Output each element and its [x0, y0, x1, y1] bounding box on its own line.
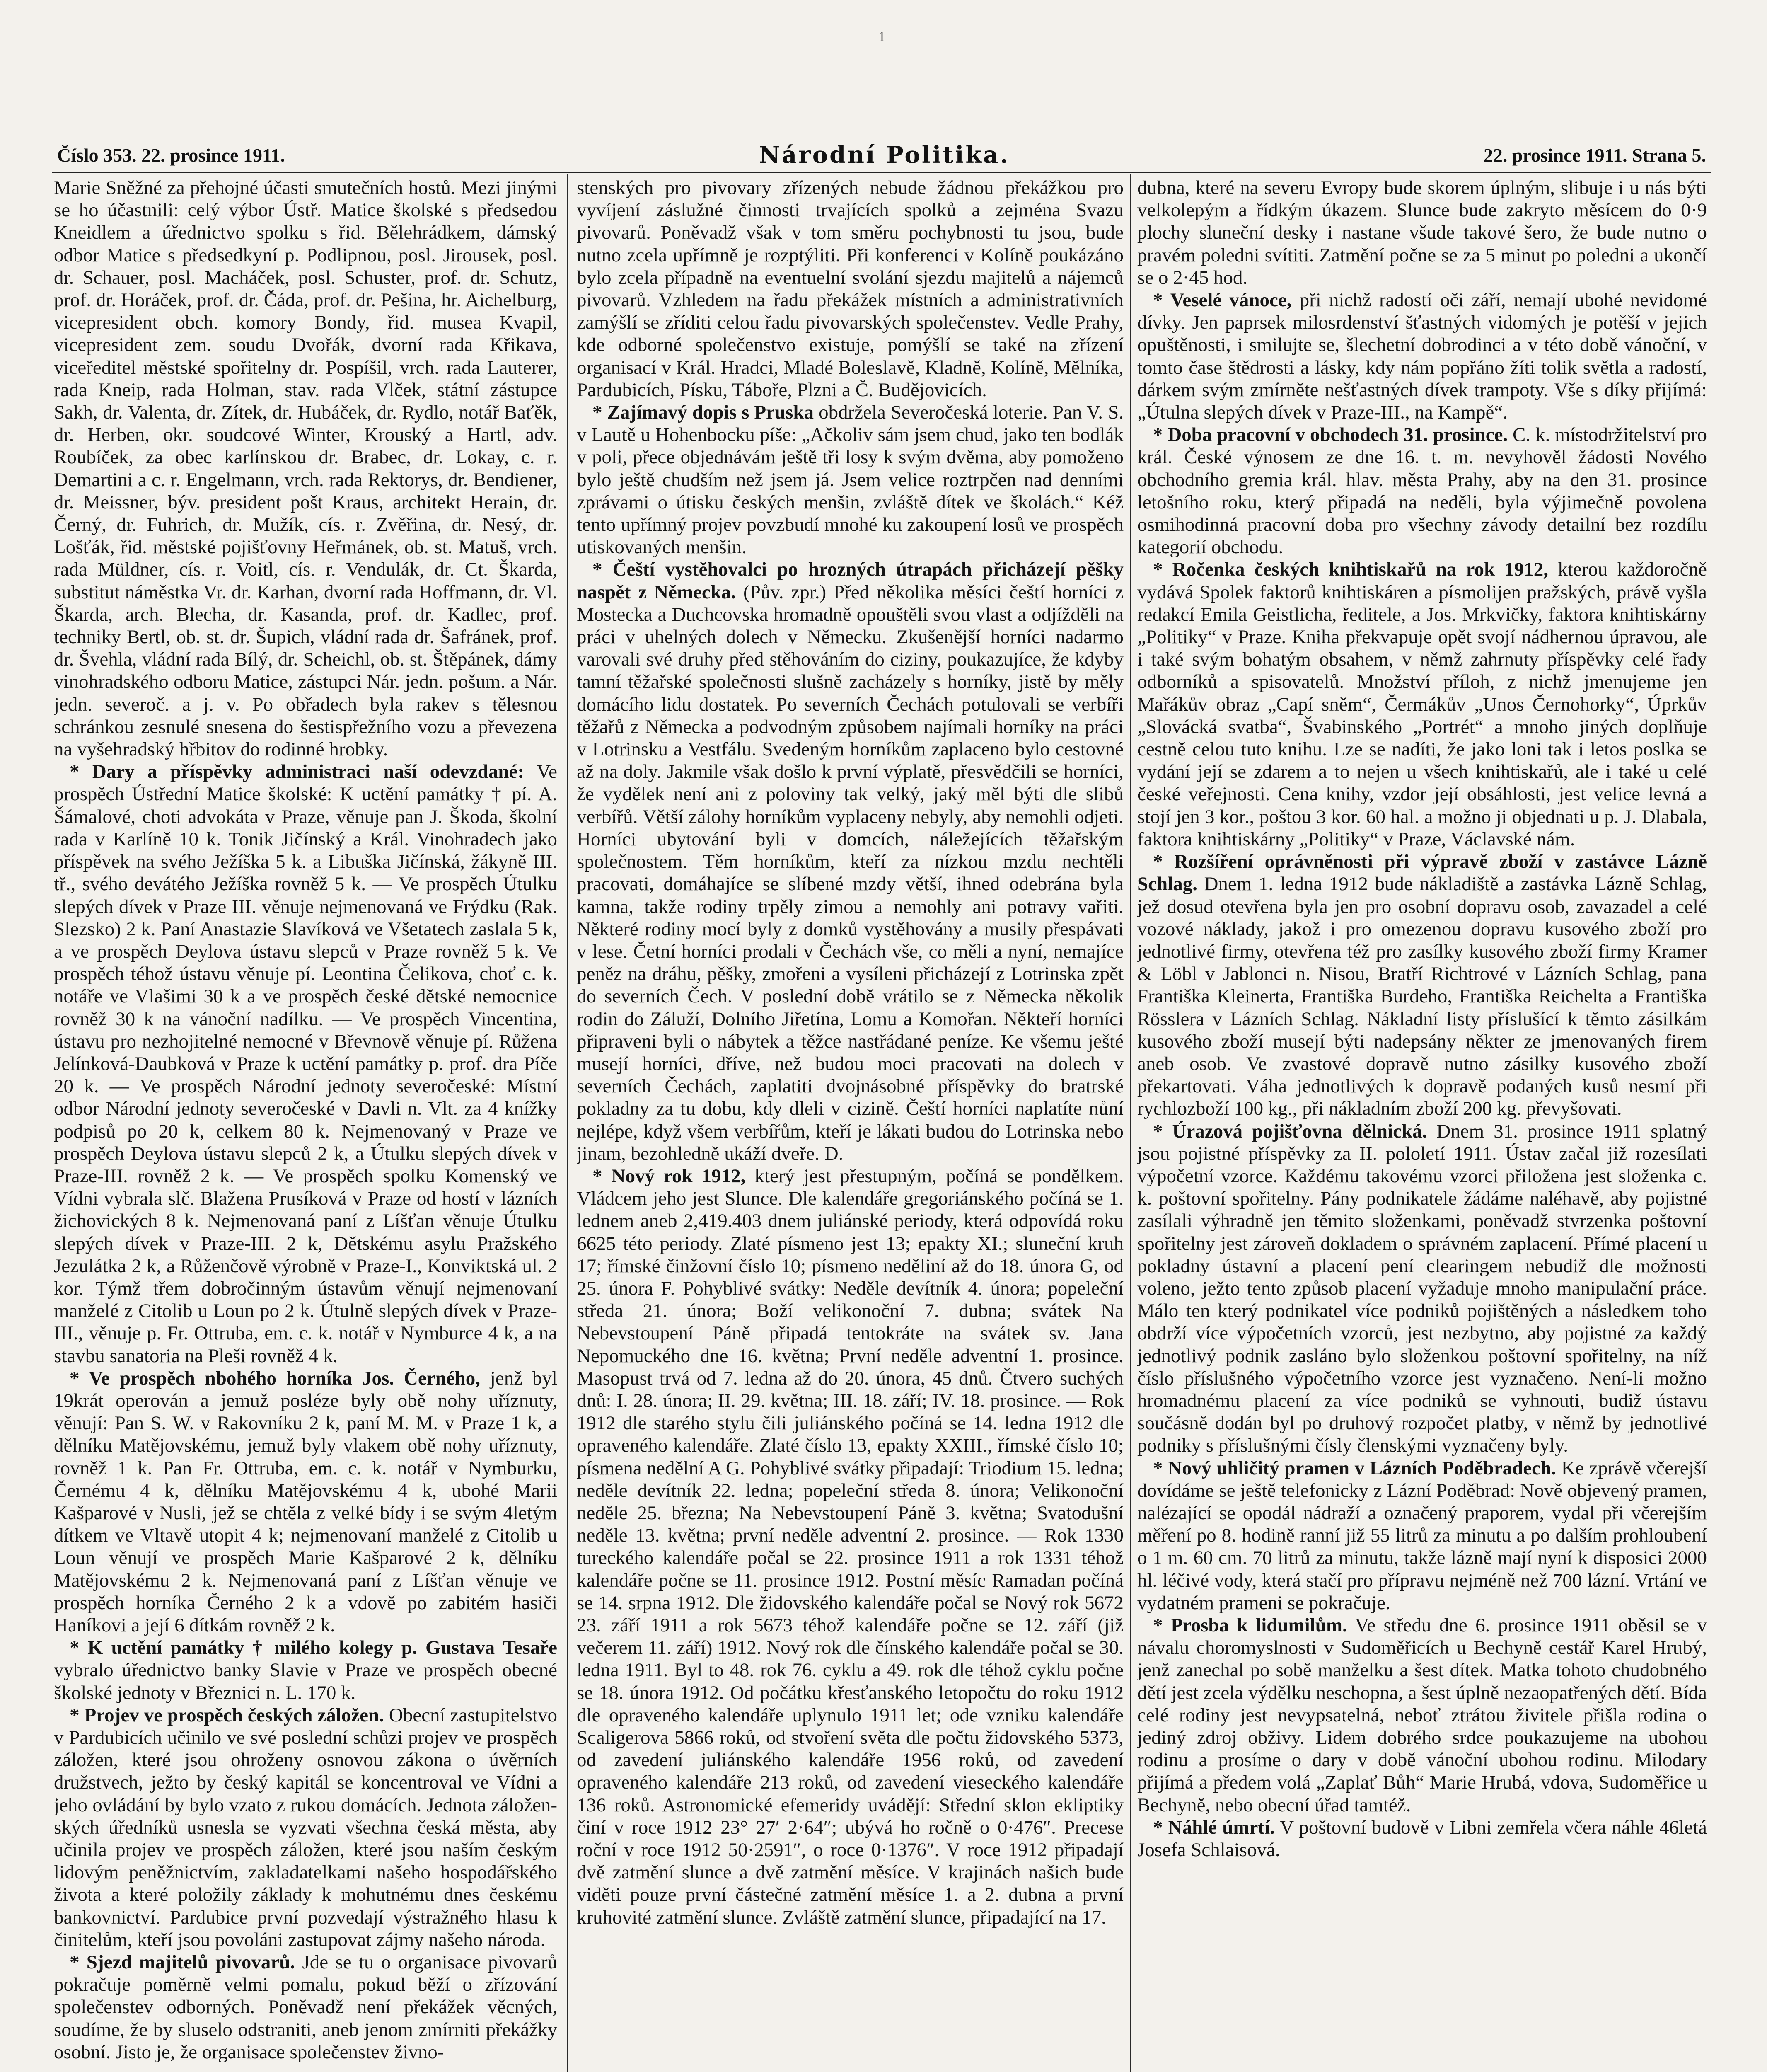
header-page-number: 22. prosince 1911. Strana 5. — [1483, 144, 1706, 166]
page-header — [57, 140, 1706, 170]
article-paragraph: * Nový rok 1912, který jest přestupným, počíná se pondělkem. Vládcem jeho jest Slunce. Dle kalendáře gregoriánského počíná se 1. lednem aneb 2,419.403 dnem juliánské periody, která odpovídá roku 6625 této periody. Zlaté písmeno jest 13; epakty XI.; sluneční kruh 17; římské činžovní číslo 10; písmeno neděliní až do 18. února G, od 25. února F. Pohyblivé svátky: Neděle devítník 4. února; popeleční středa 21. února; Boží velikonoční 7. dubna; svátek Na Nebevstoupení Páně připadá tentokráte na svátek sv. Jana Nepomuckého dne 16. května; První neděle adventní 1. prosince. Masopust trvá od 7. ledna až do 20. února, 45 dnů. Čtvero suchých dnů: I. 28. února; II. 29. května; III. 18. září; IV. 18. prosince. — Rok 1912 dle starého stylu čili juliánského počíná se 14. ledna 1912 dle opraveného kalendáře. Zlaté číslo 13, epakty XXIII., římské číslo 10; písmena nedělní A G. Pohyblivé svátky připadají: Triodium 15. ledna; neděle devítník 22. ledna; popeleční středa 8. února; Velikonoční neděle 25. března; Na Nebevstoupení Páně 3. května; Svatodušní neděle 13. května; první neděle adventní 2. prosince. — Rok 1330 tureckého kalendáře počal se 22. prosince 1911 a rok 1331 téhož kalendáře počne se 11. prosince 1912. Postní měsíc Ramadan počíná se 14. srpna 1912. Dle židovského kalendáře počal se Nový rok 5672 23. září 1911 a rok 5673 téhož kalendáře počne se 12. září (již večerem 11. září) 1912. Nový rok dle čínského kalendáře počal se 30. ledna 1911. Byl to 48. rok 76. cyklu a 49. rok dle téhož cyklu počne se 18. února 1912. Od počátku křesťanského letopočtu do roku 1912 dle opraveného kalendáře uplynulo 1911 let; ode vzniku kalendáře Scaligerova 5866 roků, od stvoření světa dle počtu židovského 5373, od zavedení juliánského kalendáře 1956 roků, od zavedení opraveného kalendáře 213 roků, od zavedení vieseckého kalendáře 136 roků. Astronomické efemeridy uvádějí: Střední sklon ekliptiky činí v roce 1912 23° 27′ 2·64″; ubývá ho ročně o 0·476″. Precese roční v roce 1912 50·2591″, o roce 0·1376″. V roce 1912 připadají dvě zatmění slunce a dvě zatmění měsíce. V krajinách našich bude viděti pouze první částečné zatmění měsíce 1. a 2. dubna a první kruhovité zatmění slunce. Zvláště zatmění slunce, připadající na 17. — [577, 1165, 1124, 1928]
article-paragraph: * Projev ve prospěch českých záložen. Obecní zastupitelstvo v Pardubicích učinilo ve své poslední schůzi projev ve prospěch záložen, které jsou ohroženy osnovou zákona o úvěrních družstvech, ježto by český kapitál se koncentroval ve Vídni a jeho ovládání by bylo vzato z rukou domácích. Jednota záloženských úředníků usnesla se vyzvati všechna česká města, aby učinila projev ve prospěch záložen, které jsou naším českým lidovým peněžnictvím, zakladatelkami našeho hospodářského života a které položily základy k mohutnému dnes českému bankovnictví. Pardubice první pozvedají výstražného hlasu k činitelům, kteří jsou povoláni zastupovat zájmy našeho národa. — [54, 1704, 557, 1951]
article-paragraph: * Zajímavý dopis s Pruska obdržela Severočeská loterie. Pan V. S. v Lautě u Hohenbocku píše: „Ačkoliv sám jsem chud, jako ten bodlák v poli, přece objednávám ještě tři losy k svým dvěma, aby pomoženo bylo ještě chudším než jsem já. Jsem velice roztrpčen nad denními zprávami o útisku českých menšin, zvláště dítek ve školách.“ Kéž tento upřímný projev povzbudí mnohé ku zakoupení losů ve prospěch utiskovaných menšin. — [577, 402, 1124, 558]
article-heading: * Rozšíření oprávněnosti při výpravě zboží v zastávce Lázně Schlag. — [1137, 851, 1707, 895]
column-3 — [1137, 177, 1707, 2072]
article-heading: * Čeští vystěhovalci po hrozných útrapách přicházejí pěšky naspět z Německa. — [577, 559, 1124, 603]
article-paragraph: * Čeští vystěhovalci po hrozných útrapách přicházejí pěšky naspět z Německa. (Pův. zpr.) Před několika měsíci čeští horníci z Mostecka a Duchcovska hromadně opouštěli svou vlast a odjížděli na práci v uhelných dolech v Německu. Zkušenější horníci nadarmo varovali své druhy před stěhováním do ciziny, poukazujíce, že kdyby tamní těžařské společnosti slušně zacházely s horníky, jistě by měly domácího lidu dostatek. Po severních Čechách potulovali se verbíři těžařů z Německa a podvodným způsobem najímali horníky na práci v Lotrinsku a Vestfálu. Svedeným horníkům zaplaceno bylo cestovné až na doly. Jakmile však došlo k první výplatě, přesvědčili se horníci, že vydělek není ani z poloviny tak velký, jaký měl býti dle slibů verbířů. Větší zálohy horníkům vyplaceny nebyly, aby nemohli odjeti. Horníci ubytování byli v domcích, náležejících těžařským společnostem. Těm horníkům, kteří za nízkou mzdu nechtěli pracovati, domáhajíce se slíbené mzdy větší, ihned odebrána byla kamna, takže rodiny trpěly zimou a nemohly ani potravy vařiti. Některé rodiny mocí byly z domků vystěhovány a musily přespávati v lese. Četní horníci prodali v Čechách vše, co měli a nyní, nemajíce peněz na dráhu, pěšky, zmořeni a vysíleni přicházejí z Lotrinska zpět do severních Čech. V poslední době vrátilo se z Německa několik rodin do Záluží, Dolního Jiřetína, Lomu a Komořan. Někteří horníci připraveni byli o nábytek a těžce nastřádané peníze. Ke všemu ješté musejí horníci, dříve, než budou moci pracovati na dolech v severních Čechách, zaplatiti dvojnásobné příspěvky do bratrské pokladny za tu dobu, kdy dleli v cizině. Čeští horníci naplatíte nůní nejlépe, když všem verbířům, kteří je lákati budou do Lotrinska nebo jinam, bezohledně ukáží dveře. D. — [577, 559, 1124, 1164]
column-1 — [54, 177, 557, 2072]
article-paragraph: * Dary a příspěvky administraci naší odevzdané: Ve prospěch Ústřední Matice školské: K uctění památky † pí. A. Šámalové, choti advokáta v Praze, věnuje pan J. Škoda, školní rada v Karlíně 10 k. Tonik Jičínský a Král. Vinohradech jako příspěvek na svého Ježíška 5 k. a Libuška Jičínská, žákyně III. tř., svého devátého Ježíška rovněž 5 k. — Ve prospěch Útulku slepých dívek v Praze III. věnuje nejmenovaná ve Frýdku (Rak. Slezsko) 2 k. Paní Anastazie Slavíková ve Všetatech zaslala 5 k, a ve prospěch Deylova ústavu slepců v Praze rovněž 5 k. Ve prospěch téhož ústavu věnuje pí. Leontina Čelikova, choť c. k. notáře ve Vlašimi 30 k a ve prospěch české dětské nemocnice rovněž 30 k na vánoční nadílku. — Ve prospěch Vincentina, ústavu pro nezhojitelné nemocné v Břevnově věnuje pí. Růžena Jelínková-Daubková v Praze k uctění památky p. prof. dra Píče 20 k. — Ve prospěch Národní jednoty severočeské: Místní odbor Národní jednoty severočeské v Davli n. Vlt. za 4 knížky podpisů po 20 k, celkem 80 k. Nejmenovaný v Praze ve prospěch Deylova ústavu slepců 2 k, a Útulku slepých dívek v Praze-III. rovněž 2 k. — Ve prospěch spolku Komenský ve Vídni vybrala slč. Blažena Prusíková v Praze od hostí v lázních žichovických 8 k. Nejmenovaná paní z Líšťan věnuje Útulku slepých dívek v Praze-III. 2 k, Dětskému asylu Pražského Jezulátka 2 k, a Růženčově výrobně v Praze-I., Konviktská ul. 2 kor. Týmž třem dobročinným ústavům věnují nejmenovaní manželé z Citolib u Loun po 2 k. Útulně slepých dívek v Praze-III., věnuje p. Fr. Ottruba, em. c. k. notář v Nymburce 4 k, a na stavbu sanatoria na Pleši rovněž 4 k. — [54, 761, 557, 1367]
article-heading: * Náhlé úmrtí. — [1153, 1816, 1275, 1838]
article-paragraph: * Nový uhličitý pramen v Lázních Poděbradech. Ke zprávě včerejší dovídáme se ještě telefonicky z Lázní Poděbrad: Nově objevený pramen, nalézající se opodál nádraží a označený praporem, vydal při včerejším měření po 8. hodině ranní již 55 litrů za minutu a po dalším prohloubení o 1 m. 60 cm. 70 litrů za minutu, takže lázně mají nyní k disposici 2000 hl. léčivé vody, která stačí pro přípravu nejméně než 700 lázní. Vrtání ve vydatném prameni se pokračuje. — [1137, 1457, 1707, 1614]
article-heading: * Ročenka českých knihtiskařů na rok 1912, — [1153, 559, 1549, 581]
column-divider — [567, 174, 568, 2072]
article-heading: * Doba pracovní v obchodech 31. prosince. — [1153, 424, 1508, 446]
page-mark: 1 — [878, 29, 885, 44]
article-paragraph: Marie Sněžné za přehojné účasti smutečních hostů. Mezi jinými se ho účastnili: celý výbor Ústř. Matice školské s předsedou Kneidlem a úřednictvo spolku s řid. Bělehrádkem, dámský odbor Matice s předsedkyní p. Podlipnou, posl. Jirousek, posl. dr. Schauer, posl. Macháček, posl. Schuster, prof. dr. Schutz, prof. dr. Horáček, prof. dr. Čáda, prof. dr. Pešina, hr. Aichelburg, vicepresident obch. komory Bondy, řid. musea Kvapil, vicepresident zem. soudu Dvořák, dvorní rada Křikava, viceředitel městské spořitelny dr. Pospíšil, vrch. rada Lauterer, rada Kneip, rada Holman, stav. rada Vlček, státní zástupce Sakh, dr. Valenta, dr. Zítek, dr. Hubáček, dr. Rydlo, notář Baťěk, dr. Herben, okr. soudcové Winter, Krouský a Hartl, adv. Roubíček, za obec karlínskou dr. Brabec, dr. Lokay, c. r. Demartini a c. r. Engelmann, vrch. rada Rektorys, dr. Bendiener, dr. Meissner, býv. president pošt Kraus, architekt Herain, dr. Černý, dr. Fuhrich, dr. Mužík, cís. r. Zvěřina, dr. Nesý, dr. Lošťák, řid. městské pojišťovny Heřmánek, ob. st. Matuš, vrch. rada Müldner, cís. r. Voitl, cís. r. Vendulák, dr. Ct. Škarda, substitut náměstka Vr. dr. Karhan, dvorní rada Hoffmann, dr. Vl. Škarda, arch. Blecha, dr. Kasanda, prof. dr. Kadlec, prof. techniky Bertl, ob. st. dr. Šupich, vládní rada dr. Šafránek, prof. dr. Švehla, vládní rada Bílý, dr. Scheichl, ob. st. Štěpánek, dámy vinohradského odboru Matice, zástupci Nár. jedn. pošum. a Nár. jedn. severoč. a j. v. Po obřadech byla rakev s tělesnou schránkou zesnulé snesena do šestispřežního vozu a převezena na vyšehradský hřbitov do rodinné hrobky. — [54, 177, 557, 760]
article-paragraph: * Ve prospěch nbohého horníka Jos. Černého, jenž byl 19krát operován a jemuž posléze byly obě nohy uříznuty, věnují: Pan S. W. v Rakovníku 2 k, paní M. M. v Praze 1 k, a dělníku Matějovskému, jemuž byly vlakem obě nohy uříznuty, rovněž 1 k. Pan Fr. Ottruba, em. c. k. notář v Nymburku, Černému 4 k, dělníku Matějovskému 4 k, ubohé Marii Kašparové v Nusli, jež se chtěla z velké bídy i se svým 4letým dítkem ve Vltavě utopit 4 k; nejmenovaní manželé z Citolib u Loun věnují ve prospěch Marie Kašparové 2 k, dělníku Matějovskému 2 k. Nejmenovaná paní z Líšťan věnuje ve prospěch horníka Černého 2 k a vdově po zabitém hasiči Haníkovi a její 6 dítkám rovněž 2 k. — [54, 1367, 557, 1636]
column-divider — [1130, 174, 1131, 2072]
article-paragraph: * Veselé vánoce, při nichž radostí oči září, nemají ubohé nevidomé dívky. Jen paprsek milosrdenství šťastných vidomých je potěší v jejich opuštěnosti, i smilujte se, šlechetní dobrodinci a v této době vánoční, v tomto čase štědrosti a lásky, kdy nám popřáno žíti tolik světla a radostí, dárkem svým zmírněte nešťastných dívek trampoty. Vše s díky přijímá: „Útulna slepých dívek v Praze-III., na Kampě“. — [1137, 289, 1707, 424]
article-paragraph: dubna, které na severu Evropy bude skorem úplným, slibuje i u nás býti velkolepým a řídkým úkazem. Slunce bude zakryto měsícem do 0·9 plochy sluneční desky i nastane všude takové šero, že bude nutno o pravém poledni svítiti. Zatmění počne se za 5 minut po poledni a ukončí se o 2·45 hod. — [1137, 177, 1707, 288]
article-heading: * Veselé vánoce, — [1153, 289, 1292, 311]
article-heading: * Nový uhličitý pramen v Lázních Poděbradech. — [1153, 1457, 1556, 1479]
article-paragraph: stenských pro pivovary zřízených nebude žádnou překážkou pro vyvíjení záslužné činnosti trvajících spolků a zejména Svazu pivovarů. Poněvadž však v tom směru pochybnosti tu jsou, bude nutno zcela upřímně je rozptýliti. Při konferenci v Kolíně poukázáno bylo zcela případně na eventuelní svolání sjezdu majitelů a nájemců pivovarů. Vzhledem na řadu překážek místních a administrativních zamýšlí se zříditi celou řadu pivovarských společenstev. Vedle Prahy, kde odborné společenstvo existuje, pomýšlí se také na zřízení organisací v Král. Hradci, Mladé Boleslavě, Kladně, Kolíně, Mělníka, Pardubicích, Písku, Táboře, Plzni a Č. Budějovicích. — [577, 177, 1124, 401]
article-heading: * Projev ve prospěch českých záložen. — [70, 1704, 384, 1726]
article-paragraph: * K uctění památky † milého kolegy p. Gustava Tesaře vybralo úřednictvo banky Slavie v Praze ve prospěch obecné školské jednoty v Březnici n. L. 170 k. — [54, 1637, 557, 1704]
article-paragraph: * Sjezd majitelů pivovarů. Jde se tu o organisace pivovarů pokračuje poměrně velmi pomalu, pokud běží o zřízování společenstev odborných. Poněvadž není překážek věcných, soudíme, že by sluselo odstraniti, aneb jenom zmírniti překážky osobní. Jisto je, že organisace společenstev živno- — [54, 1951, 557, 2063]
article-heading: * K uctění památky † milého kolegy p. Gustava Tesaře — [70, 1637, 557, 1659]
article-heading: * Sjezd majitelů pivovarů. — [70, 1951, 295, 1973]
article-paragraph: * Náhlé úmrtí. V poštovní budově v Libni zemřela včera náhle 46letá Josefa Schlaisová. — [1137, 1816, 1707, 1861]
article-heading: * Prosba k lidumilům. — [1153, 1615, 1347, 1636]
column-2 — [577, 177, 1124, 2072]
article-heading: * Ve prospěch nbohého horníka Jos. Černého, — [70, 1367, 480, 1389]
article-paragraph: * Ročenka českých knihtiskařů na rok 1912, kterou každoročně vydává Spolek faktorů knihtiskáren a písmolijen pražských, právě vyšla redakcí Emila Geistlicha, ředitele, a Jos. Mrkvičky, faktora knihtiskárny „Politiky“ v Praze. Kniha překvapuje opět svojí nádhernou úpravou, ale i také svým bohatým obsahem, v němž zahrnuty příspěvky celé řady odborníků a spisovatelů. Množství příloh, z nichž jmenujeme jen Mařákův obraz „Capí sněm“, Čermákův „Unos Černohorky“, Úprkův „Slovácká svatba“, Švabinského „Portrét“ a mnoho jiných doplňuje cestně celou tuto knihu. Lze se nadíti, že jako loni tak i letos poslka se vydání její se zdarem a to nejen u všech knihtiskařů, ale i také u celé české veřejnosti. Cena knihy, vzdor její obsáhlosti, jest velice levná a stojí jen 3 kor., poštou 3 kor. 60 hal. a možno ji objednati u p. J. Dlabala, faktora knihtiskárny „Politiky“ v Praze, Václavské nám. — [1137, 559, 1707, 850]
article-paragraph: * Rozšíření oprávněnosti při výpravě zboží v zastávce Lázně Schlag. Dnem 1. ledna 1912 bude nákladiště a zastávka Lázně Schlag, jež dosud otevřena byla jen pro osobní dopravu osob, zavazadel a celé vozové náklady, jakož i pro omezenou dopravu kusového zboží pro jednotlivé firmy, otevřena též pro zasílky kusového zboží firmy Kramer & Löbl v Jablonci n. Nisou, Bratří Richtrové v Lázních Schlag, pana Františka Kleinerta, Františka Burdeho, Františka Reichelta a Františka Rösslera v Lázních Schlag. Nákladní listy příslušící k těmto zásilkám kusového zboží musejí býti nadepsány někter ze jmenovaných firem aneb osob. Ve zvastové dopravě nutno zásilky kusového zboží překartovati. Váha jednotlivých k dopravě podaných kusů nesmí při rychlozboží 100 kg., při nákladním zboží 200 kg. převyšovati. — [1137, 851, 1707, 1120]
article-paragraph: * Úrazová pojišťovna dělnická. Dnem 31. prosince 1911 splatný jsou pojistné příspěvky za II. pololetí 1911. Ústav začal již rozesílati výpočetní vzorce. Každému takovému vzorci přiložena jest složenka c. k. poštovní spořitelny. Pány podnikatele žádáme naléhavě, aby pojistné zasílali výhradně jen těmito složenkami, poněvadž stvrzenka poštovní spořitelny jest zároveň dokladem o správném zaplacení. Přímé placení u pokladny ústavní a placení pení clearingem nebudiž dle možnosti voleno, ježto tento způsob placení vyžaduje mnoho manipulační práce. Málo ten který podnikatel více podniků pojištěných a následkem toho obdrží více výpočetních vzorců, jest nezbytno, aby pojistné za každý jednotlivý podnik zasláno bylo složenkou poštovní spořitelny, na níž číslo příslušného výpočetního vzorce jest vyznačeno. Není-li možno hromadnému placení za více podniků se vyhnouti, budiž ústavu součásně dodán byl po druhový rozpočet platby, v němž by jednotlivé podniky s příslušnými čísly členskými vyznačeny byly. — [1137, 1120, 1707, 1457]
header-rule — [52, 172, 1711, 173]
header-issue-date: Číslo 353. 22. prosince 1911. — [57, 144, 285, 166]
article-heading: * Dary a příspěvky administraci naší odevzdané: — [70, 761, 524, 783]
newspaper-title: Národní Politika. — [759, 141, 1010, 169]
article-heading: * Zajímavý dopis s Pruska — [592, 402, 814, 424]
article-paragraph: * Doba pracovní v obchodech 31. prosince. C. k. místodržitelství pro král. České výnosem ze dne 16. t. m. nevyhověl žádosti Nového obchodního gremia král. hlav. města Prahy, aby na den 31. prosince letošního roku, který připadá na neděli, byla výjimečně povolena osmihodinná pracovní doba pro všechny závody detailní bez rozdílu kategorií obchodu. — [1137, 424, 1707, 558]
article-heading: * Nový rok 1912, — [592, 1165, 746, 1187]
article-paragraph: * Prosba k lidumilům. Ve středu dne 6. prosince 1911 oběsil se v návalu choromyslnosti v Sudoměřicích u Bechyně cestář Karel Hrubý, jenž zanechal po sobě manželku a šest dítek. Matka tohoto chudobného dětí jest zcela výdělku neschopna, a šest úplně nezaopatřených dětí. Bída celé rodiny jest nevypsatelná, neboť ztrátou živitele přišla rodina o jediný zdroj obživy. Lidem dobrého srdce poukazujeme na ubohou rodinu a prosíme o dary v době vánoční ubohou rodinu. Milodary přijímá a předem volá „Zaplať Bůh“ Marie Hrubá, vdova, Sudoměřice u Bechyně, nebo obecní úřad tamtéž. — [1137, 1615, 1707, 1816]
article-heading: * Úrazová pojišťovna dělnická. — [1153, 1120, 1427, 1142]
